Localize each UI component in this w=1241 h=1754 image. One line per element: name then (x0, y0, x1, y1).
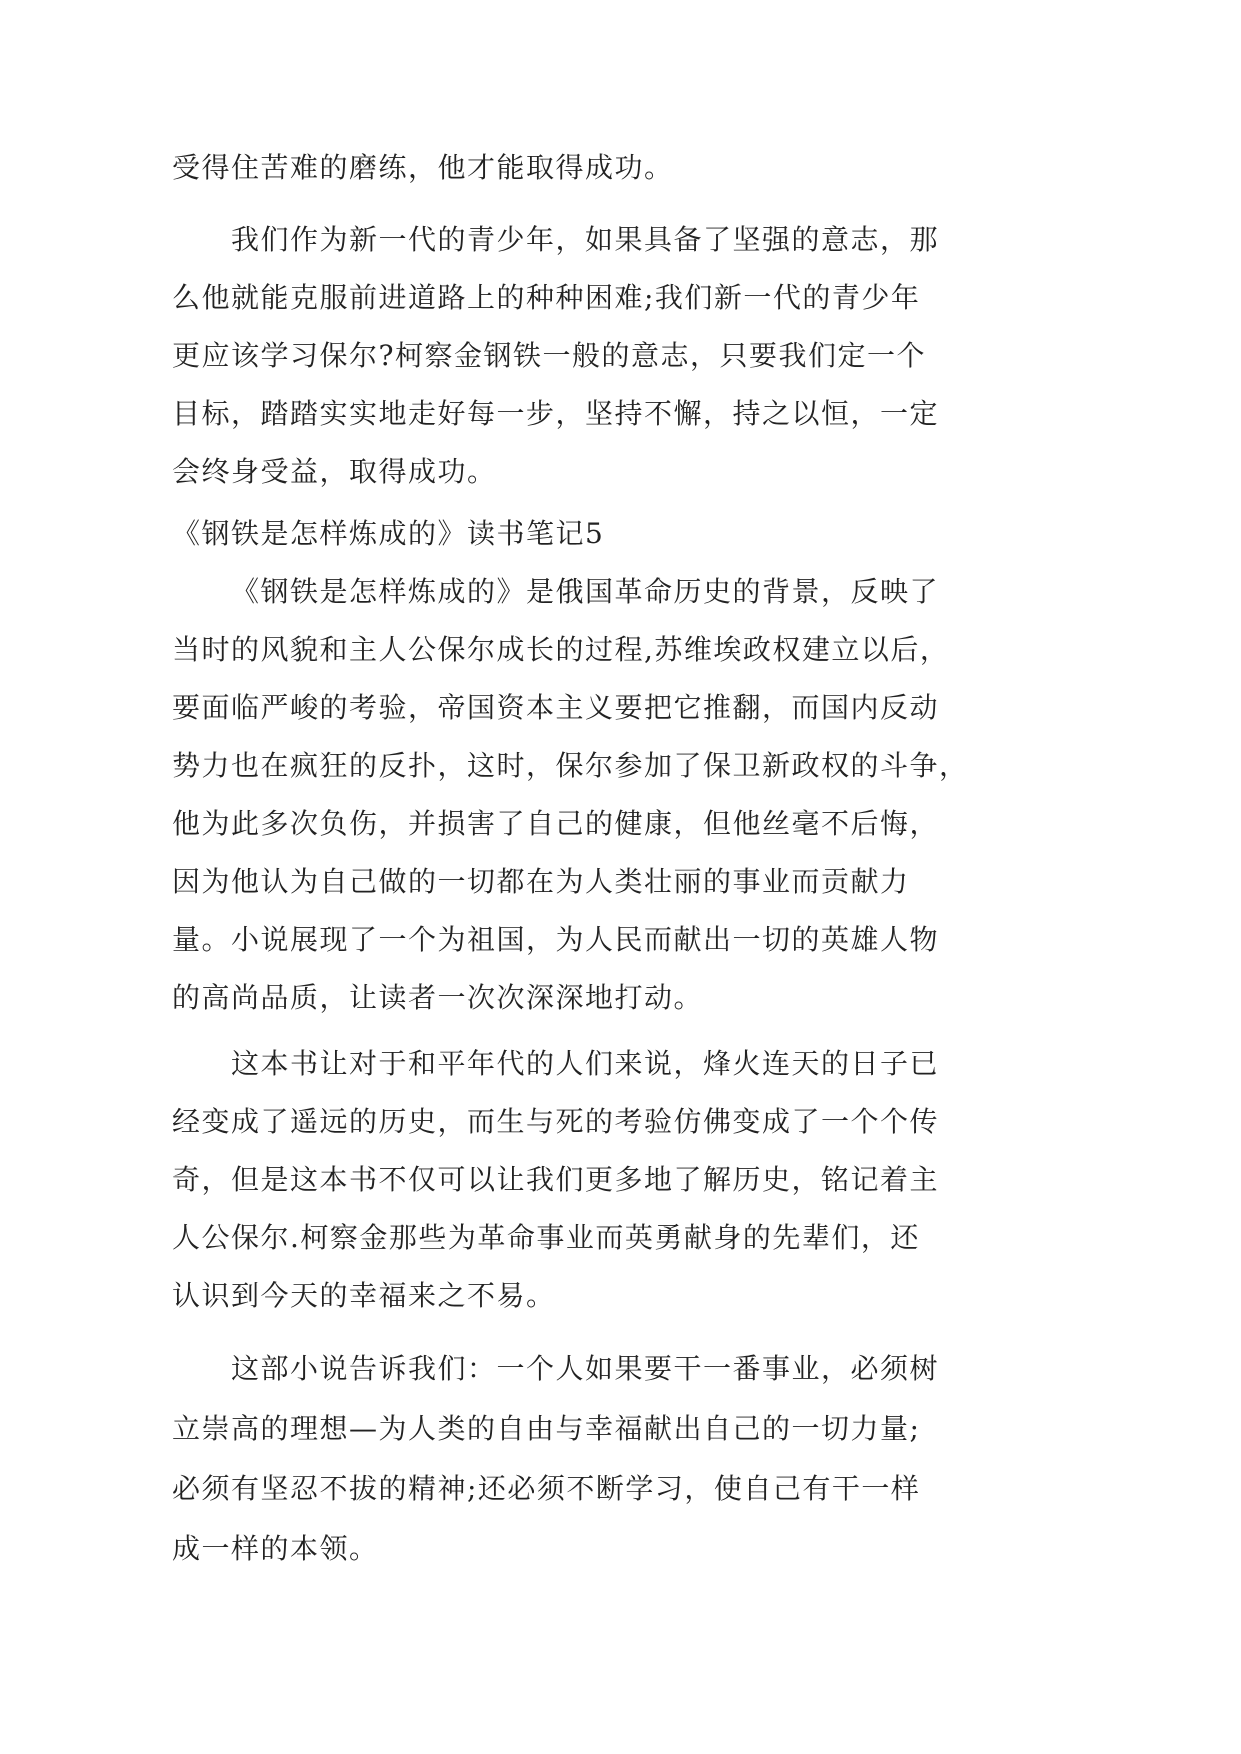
section-heading (172, 505, 1072, 563)
text-line: 因为他认为自己做的一切都在为人类壮丽的事业而贡献力 (172, 865, 910, 898)
text-line: 必须有坚忍不拔的精神;还必须不断学习，使自己有干一样 (172, 1472, 921, 1505)
text-line: 人公保尔.柯察金那些为革命事业而英勇献身的先辈们，还 (172, 1221, 920, 1254)
text-line: 立崇高的理想—为人类的自由与幸福献出自己的一切力量; (172, 1412, 921, 1445)
text-line: 更应该学习保尔?柯察金钢铁一般的意志，只要我们定一个 (172, 339, 927, 372)
text-line: 这本书让对于和平年代的人们来说，烽火连天的日子已 (231, 1047, 940, 1080)
text-line: 目标，踏踏实实地走好每一步，坚持不懈，持之以恒，一定 (172, 397, 940, 430)
paragraph-continuation (172, 139, 1072, 197)
text-line: 当时的风貌和主人公保尔成长的过程,苏维埃政权建立以后， (172, 633, 950, 666)
text-line: 的高尚品质，让读者一次次深深地打动。 (172, 981, 704, 1014)
text-line: 成一样的本领。 (172, 1532, 379, 1565)
text-line: 我们作为新一代的青少年，如果具备了坚强的意志，那 (231, 223, 940, 256)
text-line: 《钢铁是怎样炼成的》是俄国革命历史的背景，反映了 (231, 575, 940, 608)
text-line: 认识到今天的幸福来之不易。 (172, 1279, 556, 1312)
text-line: 会终身受益，取得成功。 (172, 455, 497, 488)
text-line: 这部小说告诉我们：一个人如果要干一番事业，必须树 (231, 1352, 940, 1385)
text-line: 势力也在疯狂的反扑，这时，保尔参加了保卫新政权的斗争， (172, 749, 969, 782)
text-line: 受得住苦难的磨练，他才能取得成功。 (172, 151, 674, 184)
text-line: 他为此多次负伤，并损害了自己的健康，但他丝毫不后悔， (172, 807, 940, 840)
paragraph (172, 563, 1072, 1027)
text-line: 量。小说展现了一个为祖国，为人民而献出一切的英雄人物 (172, 923, 940, 956)
paragraph (172, 1035, 1072, 1325)
document-page (172, 139, 1072, 1579)
text-line: 经变成了遥远的历史，而生与死的考验仿佛变成了一个个传 (172, 1105, 940, 1138)
heading-text: 《钢铁是怎样炼成的》读书笔记5 (172, 517, 605, 550)
paragraph (172, 1339, 1072, 1579)
text-line: 奇，但是这本书不仅可以让我们更多地了解历史，铭记着主 (172, 1163, 940, 1196)
text-line: 么他就能克服前进道路上的种种困难;我们新一代的青少年 (172, 281, 921, 314)
paragraph (172, 211, 1072, 501)
text-line: 要面临严峻的考验，帝国资本主义要把它推翻，而国内反动 (172, 691, 940, 724)
